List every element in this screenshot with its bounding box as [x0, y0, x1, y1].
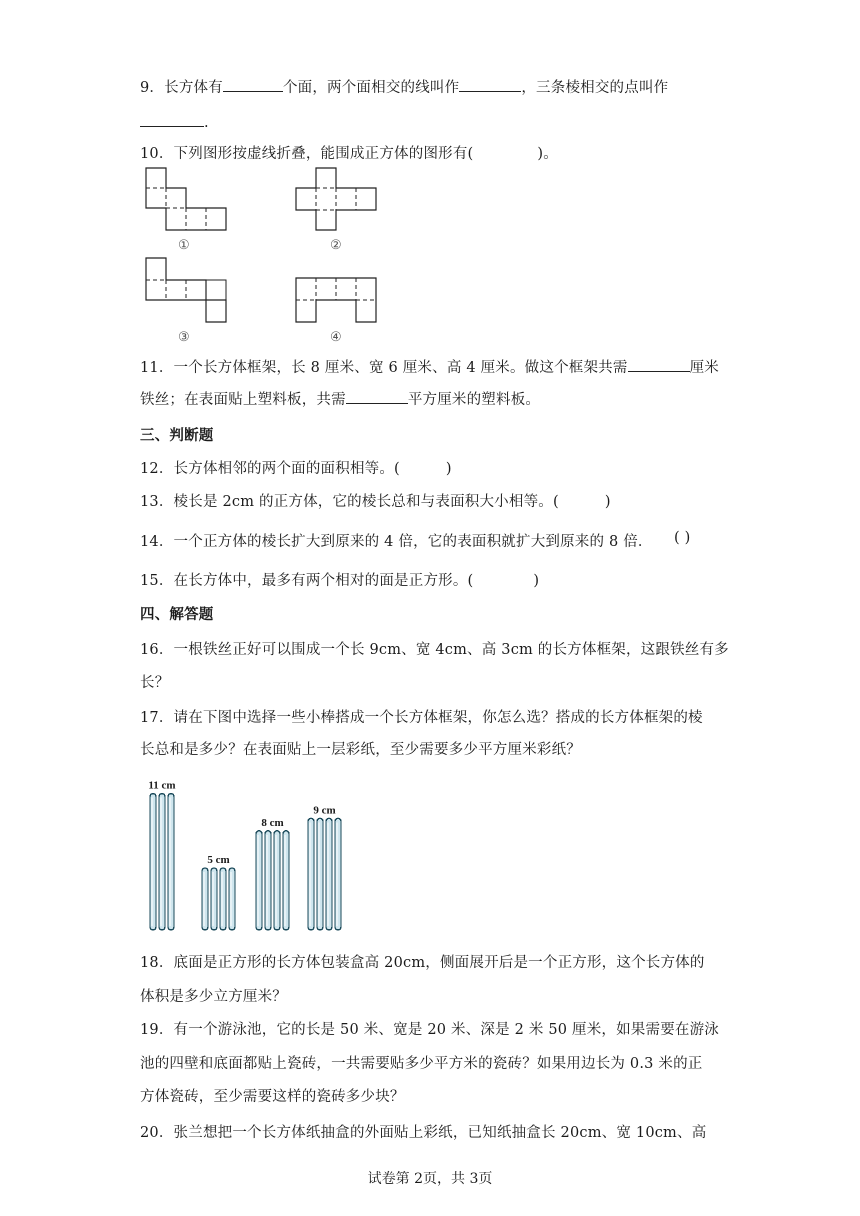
question-18-cont: 体积是多少立方厘米？ — [140, 989, 287, 1005]
question-18: 18．底面是正方形的长方体包装盒高 20cm，侧面展开后是一个正方形，这个长方体的 — [140, 955, 705, 971]
stick-9cm — [308, 818, 314, 930]
question-10 — [140, 142, 558, 163]
stick-8cm — [283, 831, 289, 930]
question-11 — [140, 356, 719, 377]
stick-label: 11 cm — [148, 779, 176, 792]
question-9 — [140, 76, 668, 97]
stick-5cm — [220, 868, 226, 930]
question-17: 17．请在下图中选择一些小棒搭成一个长方体框架，你怎么选？搭成的长方体框架的棱 — [140, 710, 703, 726]
question-9-cont — [140, 112, 209, 131]
q11-blank-1 — [628, 357, 690, 372]
q14-text: 14．一个正方体的棱长扩大到原来的 4 倍，它的表面积就扩大到原来的 8 倍． — [140, 534, 653, 550]
stick-11cm — [168, 794, 174, 930]
stick-9cm — [326, 818, 332, 930]
net-label-1: ① — [178, 238, 190, 253]
q15-close: ) — [533, 573, 540, 589]
stick-label: 5 cm — [207, 854, 230, 866]
section-title-judgement: 三、判断题 — [140, 427, 214, 444]
stick-11cm — [150, 794, 156, 930]
q9-text-a: 9．长方体有 — [140, 80, 223, 96]
q9-text-c: ，三条棱相交的点叫作 — [521, 80, 669, 96]
stick-11cm — [159, 794, 165, 930]
stick-8cm — [265, 831, 271, 930]
page-footer: 试卷第 2页，共 3页 — [367, 1171, 493, 1187]
question-13 — [140, 490, 611, 511]
q9-text-d: . — [204, 115, 209, 131]
q9-blank-1 — [223, 77, 283, 92]
q9-blank-2 — [459, 77, 521, 92]
q9-blank-3 — [140, 112, 204, 127]
net-figure-1 — [140, 166, 240, 236]
question-16-cont: 长？ — [140, 675, 170, 691]
net-label-3: ③ — [178, 330, 190, 345]
stick-9cm — [317, 818, 323, 930]
q11-blank-2 — [346, 389, 408, 404]
net-label-2: ② — [330, 238, 342, 253]
q11-text-b: 厘米 — [689, 360, 719, 376]
net-label-4: ④ — [330, 330, 342, 345]
question-16: 16．一根铁丝正好可以围成一个长 9cm、宽 4cm、高 3cm 的长方体框架，这跟铁丝有多 — [140, 642, 729, 658]
q11-text-d: 平方厘米的塑料板。 — [407, 392, 541, 408]
stick-8cm — [256, 831, 262, 930]
q10-text: 10．下列图形按虚线折叠，能围成正方体的图形有( — [140, 146, 474, 162]
question-19-cont-1: 池的四壁和底面都贴上瓷砖，一共需要贴多少平方米的瓷砖？如果用边长为 0.3 米的正 — [140, 1056, 703, 1072]
stick-5cm — [211, 868, 217, 930]
q12-close: ) — [445, 461, 452, 477]
section-title-solve: 四、解答题 — [140, 606, 214, 623]
question-20: 20．张兰想把一个长方体纸抽盒的外面贴上彩纸，已知纸抽盒长 20cm、宽 10cm、高 — [140, 1125, 707, 1141]
question-17-cont: 长总和是多少？在表面贴上一层彩纸，至少需要多少平方厘米彩纸？ — [140, 742, 581, 758]
stick-label: 9 cm — [313, 804, 336, 817]
question-15 — [140, 569, 539, 590]
stick-8cm — [274, 831, 280, 930]
q13-text: 13．棱长是 2cm 的正方体，它的棱长总和与表面积大小相等。( — [140, 494, 559, 510]
q11-text-c: 铁丝；在表面贴上塑料板，共需 — [140, 392, 346, 408]
net-figure-3 — [140, 256, 240, 328]
net-figure-4 — [290, 256, 390, 328]
q10-close: )。 — [537, 146, 558, 162]
q14-answer-paren: ( ) — [674, 530, 691, 546]
question-14 — [140, 530, 653, 551]
q12-text: 12．长方体相邻的两个面的面积相等。( — [140, 461, 400, 477]
stick-9cm — [335, 818, 341, 930]
q11-text-a: 11．一个长方体框架，长 8 厘米、宽 6 厘米、高 4 厘米。做这个框架共需 — [140, 360, 628, 376]
q9-text-b: 个面，两个面相交的线叫作 — [282, 80, 460, 96]
stick-label: 8 cm — [261, 816, 284, 829]
stick-5cm — [229, 868, 235, 930]
q15-text: 15．在长方体中，最多有两个相对的面是正方形。( — [140, 573, 474, 589]
question-19: 19．有一个游泳池，它的长是 50 米、宽是 20 米、深是 2 米 50 厘米，如果需要在游泳 — [140, 1022, 719, 1038]
net-figure-2 — [290, 166, 390, 236]
sticks-figure — [140, 772, 370, 934]
q13-close: ) — [604, 494, 611, 510]
question-12 — [140, 457, 452, 478]
stick-5cm — [202, 868, 208, 930]
question-11-cont — [140, 388, 540, 409]
question-19-cont-2: 方体瓷砖，至少需要这样的瓷砖多少块？ — [140, 1089, 405, 1105]
net-1-outline — [146, 168, 226, 230]
